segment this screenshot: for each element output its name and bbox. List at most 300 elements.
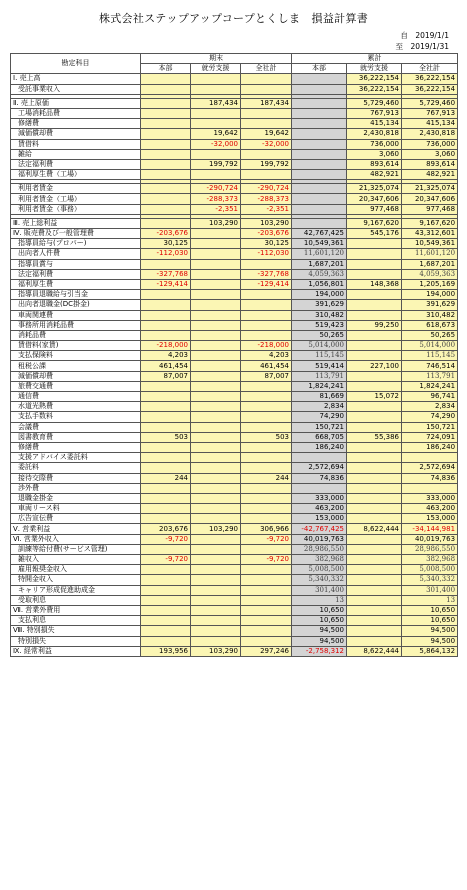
value-cell: 8,622,444 <box>347 646 402 656</box>
row-label: 福利厚生費 <box>11 279 141 289</box>
col-header: 就労支援 <box>191 64 241 74</box>
row-label: 減価償却費 <box>11 371 141 381</box>
value-cell <box>191 636 241 646</box>
value-cell: 103,290 <box>241 218 292 228</box>
value-cell <box>191 341 241 351</box>
value-cell <box>402 453 458 463</box>
value-cell: 87,007 <box>241 371 292 381</box>
row-label: 修繕費 <box>11 442 141 452</box>
value-cell <box>241 616 292 626</box>
value-cell <box>141 605 191 615</box>
value-cell: 503 <box>241 432 292 442</box>
value-cell: -32,000 <box>241 139 292 149</box>
value-cell: 186,240 <box>292 442 347 452</box>
row-label: 賃借料(家賃) <box>11 341 141 351</box>
value-cell: 115,145 <box>402 351 458 361</box>
row-label: 利用者賃金（工場） <box>11 194 141 204</box>
value-cell: 391,629 <box>402 300 458 310</box>
value-cell: 30,125 <box>141 239 191 249</box>
value-cell <box>347 310 402 320</box>
value-cell <box>191 626 241 636</box>
section-row <box>11 534 458 544</box>
value-cell <box>141 595 191 605</box>
section-row <box>11 605 458 615</box>
col-header: 本部 <box>141 64 191 74</box>
value-cell <box>241 514 292 524</box>
value-cell: 5,014,000 <box>292 341 347 351</box>
value-cell <box>292 84 347 94</box>
value-cell: 9,167,620 <box>347 218 402 228</box>
value-cell <box>141 575 191 585</box>
value-cell: -203,676 <box>241 229 292 239</box>
row-label: 受託事業収入 <box>11 84 141 94</box>
table-row <box>11 310 458 320</box>
value-cell <box>347 534 402 544</box>
value-cell: 36,222,154 <box>347 74 402 84</box>
value-cell <box>241 636 292 646</box>
value-cell: 36,222,154 <box>402 74 458 84</box>
row-label: 図書教育費 <box>11 432 141 442</box>
value-cell: -42,767,425 <box>292 524 347 534</box>
row-label: 会議費 <box>11 422 141 432</box>
value-cell <box>141 108 191 118</box>
value-cell: 415,134 <box>347 119 402 129</box>
value-cell: 2,834 <box>292 402 347 412</box>
value-cell <box>292 98 347 108</box>
value-cell: 463,200 <box>292 504 347 514</box>
value-cell: 977,468 <box>347 204 402 214</box>
value-cell: 4,203 <box>141 351 191 361</box>
row-label: 雑収入 <box>11 555 141 565</box>
value-cell: 99,250 <box>347 320 402 330</box>
value-cell: 5,729,460 <box>402 98 458 108</box>
value-cell <box>241 422 292 432</box>
value-cell <box>347 341 402 351</box>
row-label: Ⅰ. 売上高 <box>11 74 141 84</box>
value-cell <box>141 392 191 402</box>
value-cell <box>347 442 402 452</box>
row-label: 指導員給与(プロパー) <box>11 239 141 249</box>
row-label: 車両関連費 <box>11 310 141 320</box>
value-cell <box>241 565 292 575</box>
value-cell: 10,549,361 <box>402 239 458 249</box>
col-header: 就労支援 <box>347 64 402 74</box>
value-cell: 150,721 <box>402 422 458 432</box>
value-cell: 21,325,074 <box>402 184 458 194</box>
value-cell: 199,792 <box>191 159 241 169</box>
value-cell <box>241 483 292 493</box>
table-row <box>11 159 458 169</box>
row-label: 福利厚生費（工場） <box>11 170 141 180</box>
value-cell <box>191 170 241 180</box>
col-header: 本部 <box>292 64 347 74</box>
value-cell <box>141 636 191 646</box>
value-cell <box>191 361 241 371</box>
value-cell <box>191 249 241 259</box>
value-cell <box>241 170 292 180</box>
col-header: 全社計 <box>402 64 458 74</box>
value-cell <box>241 392 292 402</box>
value-cell <box>241 300 292 310</box>
value-cell: 74,290 <box>402 412 458 422</box>
value-cell: 4,059,363 <box>402 269 458 279</box>
value-cell: 10,650 <box>402 605 458 615</box>
value-cell: 301,400 <box>292 585 347 595</box>
value-cell <box>141 119 191 129</box>
value-cell <box>191 229 241 239</box>
value-cell: 194,000 <box>292 290 347 300</box>
table-row <box>11 381 458 391</box>
value-cell: -290,724 <box>241 184 292 194</box>
row-label: 法定福利費 <box>11 269 141 279</box>
value-cell <box>141 184 191 194</box>
value-cell <box>347 371 402 381</box>
table-row <box>11 108 458 118</box>
row-label: Ⅷ. 特別損失 <box>11 626 141 636</box>
value-cell: 20,347,606 <box>347 194 402 204</box>
value-cell: 20,347,606 <box>402 194 458 204</box>
row-label: 消耗品費 <box>11 330 141 340</box>
value-cell <box>347 575 402 585</box>
value-cell <box>141 453 191 463</box>
section-row <box>11 218 458 228</box>
value-cell <box>191 239 241 249</box>
value-cell <box>347 290 402 300</box>
value-cell <box>347 453 402 463</box>
period-start-date: 2019/1/1 <box>415 31 449 40</box>
row-label: 支援アドバイス委託料 <box>11 453 141 463</box>
value-cell: 1,687,201 <box>402 259 458 269</box>
cumulative-header: 累計 <box>292 54 458 64</box>
value-cell <box>191 463 241 473</box>
value-cell: 194,000 <box>402 290 458 300</box>
value-cell <box>347 514 402 524</box>
value-cell <box>141 129 191 139</box>
value-cell: 333,000 <box>292 493 347 503</box>
table-row <box>11 595 458 605</box>
value-cell <box>241 605 292 615</box>
value-cell <box>292 108 347 118</box>
value-cell: -2,351 <box>191 204 241 214</box>
value-cell <box>241 626 292 636</box>
table-row <box>11 129 458 139</box>
value-cell: 36,222,154 <box>347 84 402 94</box>
value-cell: -327,768 <box>241 269 292 279</box>
value-cell <box>347 330 402 340</box>
row-label: 通信費 <box>11 392 141 402</box>
value-cell: 5,008,500 <box>402 565 458 575</box>
value-cell: 103,290 <box>191 646 241 656</box>
value-cell: 545,176 <box>347 229 402 239</box>
table-row <box>11 170 458 180</box>
value-cell: 391,629 <box>292 300 347 310</box>
value-cell: -288,373 <box>191 194 241 204</box>
row-label: 接待交際費 <box>11 473 141 483</box>
value-cell <box>141 442 191 452</box>
value-cell <box>191 259 241 269</box>
value-cell: 74,290 <box>292 412 347 422</box>
value-cell <box>241 585 292 595</box>
section-row <box>11 524 458 534</box>
value-cell: 4,059,363 <box>292 269 347 279</box>
value-cell <box>191 330 241 340</box>
value-cell: 55,386 <box>347 432 402 442</box>
value-cell: 10,549,361 <box>292 239 347 249</box>
value-cell: 333,000 <box>402 493 458 503</box>
value-cell: 187,434 <box>241 98 292 108</box>
value-cell <box>241 381 292 391</box>
value-cell <box>141 310 191 320</box>
value-cell: 74,836 <box>402 473 458 483</box>
value-cell <box>347 473 402 483</box>
value-cell <box>141 170 191 180</box>
value-cell: 74,836 <box>292 473 347 483</box>
table-row <box>11 300 458 310</box>
value-cell: 5,864,132 <box>402 646 458 656</box>
section-row <box>11 74 458 84</box>
value-cell: 153,000 <box>292 514 347 524</box>
value-cell: 187,434 <box>191 98 241 108</box>
value-cell: 4,203 <box>241 351 292 361</box>
value-cell: 50,265 <box>402 330 458 340</box>
table-row <box>11 412 458 422</box>
table-row <box>11 290 458 300</box>
value-cell: 3,060 <box>347 149 402 159</box>
section-row <box>11 98 458 108</box>
value-cell <box>191 108 241 118</box>
value-cell <box>191 392 241 402</box>
row-label: 支払利息 <box>11 616 141 626</box>
value-cell <box>347 483 402 493</box>
value-cell: 244 <box>141 473 191 483</box>
table-row <box>11 351 458 361</box>
value-cell <box>347 555 402 565</box>
report-title: 株式会社ステップアップコープとくしま 損益計算書 <box>98 12 369 25</box>
table-row <box>11 184 458 194</box>
value-cell: 13 <box>402 595 458 605</box>
value-cell: 519,414 <box>292 361 347 371</box>
value-cell <box>191 381 241 391</box>
value-cell: 115,145 <box>292 351 347 361</box>
value-cell <box>347 595 402 605</box>
value-cell: 482,921 <box>347 170 402 180</box>
value-cell <box>141 463 191 473</box>
table-row <box>11 269 458 279</box>
value-cell <box>347 381 402 391</box>
value-cell: 2,572,694 <box>402 463 458 473</box>
value-cell <box>241 330 292 340</box>
table-row <box>11 422 458 432</box>
row-label: 渉外費 <box>11 483 141 493</box>
value-cell: 28,986,550 <box>402 544 458 554</box>
value-cell: -9,720 <box>241 555 292 565</box>
value-cell: 736,000 <box>347 139 402 149</box>
value-cell <box>191 290 241 300</box>
period-start <box>400 30 449 41</box>
value-cell <box>241 442 292 452</box>
value-cell: -9,720 <box>241 534 292 544</box>
value-cell: 113,791 <box>292 371 347 381</box>
value-cell <box>141 412 191 422</box>
value-cell <box>241 310 292 320</box>
value-cell: 382,968 <box>402 555 458 565</box>
value-cell <box>347 402 402 412</box>
value-cell <box>347 239 402 249</box>
row-label: 雑給 <box>11 149 141 159</box>
value-cell <box>347 422 402 432</box>
section-row <box>11 646 458 656</box>
value-cell <box>347 616 402 626</box>
row-label: 旅費交通費 <box>11 381 141 391</box>
row-label: Ⅳ. 販売費及び一般管理費 <box>11 229 141 239</box>
value-cell: -32,000 <box>191 139 241 149</box>
value-cell: 43,312,601 <box>402 229 458 239</box>
table-row <box>11 194 458 204</box>
row-label: 賃借料 <box>11 139 141 149</box>
row-label: 修繕費 <box>11 119 141 129</box>
value-cell: 19,642 <box>191 129 241 139</box>
value-cell <box>347 463 402 473</box>
value-cell <box>241 575 292 585</box>
value-cell: 746,514 <box>402 361 458 371</box>
table-row <box>11 139 458 149</box>
value-cell: 19,642 <box>241 129 292 139</box>
value-cell <box>241 290 292 300</box>
value-cell <box>241 504 292 514</box>
table-row <box>11 432 458 442</box>
row-label: 支払手数料 <box>11 412 141 422</box>
value-cell <box>241 402 292 412</box>
value-cell <box>292 483 347 493</box>
table-row <box>11 341 458 351</box>
row-label: 委託料 <box>11 463 141 473</box>
value-cell <box>191 84 241 94</box>
value-cell: 724,091 <box>402 432 458 442</box>
value-cell: 227,100 <box>347 361 402 371</box>
value-cell <box>347 493 402 503</box>
value-cell: 893,614 <box>402 159 458 169</box>
table-row <box>11 463 458 473</box>
value-cell: 5,014,000 <box>402 341 458 351</box>
value-cell: 3,060 <box>402 149 458 159</box>
value-cell: 977,468 <box>402 204 458 214</box>
value-cell: 1,056,801 <box>292 279 347 289</box>
row-label: 車両リース料 <box>11 504 141 514</box>
value-cell: 301,400 <box>402 585 458 595</box>
value-cell <box>292 139 347 149</box>
row-label: 支払保険料 <box>11 351 141 361</box>
value-cell <box>347 605 402 615</box>
table-row <box>11 204 458 214</box>
row-label: キャリア形成促進助成金 <box>11 585 141 595</box>
table-row <box>11 504 458 514</box>
table-row <box>11 402 458 412</box>
row-label: 指導員賞与 <box>11 259 141 269</box>
value-cell: 199,792 <box>241 159 292 169</box>
value-cell <box>191 442 241 452</box>
value-cell <box>141 204 191 214</box>
value-cell <box>347 269 402 279</box>
table-row <box>11 320 458 330</box>
table-row <box>11 473 458 483</box>
value-cell <box>191 351 241 361</box>
value-cell <box>141 493 191 503</box>
value-cell <box>141 159 191 169</box>
value-cell <box>141 218 191 228</box>
value-cell <box>141 300 191 310</box>
value-cell: -218,000 <box>241 341 292 351</box>
value-cell <box>191 279 241 289</box>
value-cell <box>347 626 402 636</box>
value-cell: 310,482 <box>292 310 347 320</box>
value-cell <box>141 565 191 575</box>
table-row <box>11 371 458 381</box>
value-cell <box>141 74 191 84</box>
value-cell <box>141 290 191 300</box>
row-label: Ⅱ. 売上原価 <box>11 98 141 108</box>
value-cell <box>347 300 402 310</box>
value-cell: 461,454 <box>241 361 292 371</box>
value-cell: 94,500 <box>292 626 347 636</box>
table-row <box>11 330 458 340</box>
table-row <box>11 636 458 646</box>
value-cell: 5,340,332 <box>402 575 458 585</box>
table-row <box>11 392 458 402</box>
value-cell <box>191 149 241 159</box>
value-cell: 96,741 <box>402 392 458 402</box>
value-cell: -327,768 <box>141 269 191 279</box>
value-cell: 1,687,201 <box>292 259 347 269</box>
value-cell: -218,000 <box>141 341 191 351</box>
value-cell: 94,500 <box>402 626 458 636</box>
row-label: 退職金掛金 <box>11 493 141 503</box>
period-end <box>396 41 449 52</box>
value-cell <box>141 139 191 149</box>
value-cell: 2,834 <box>402 402 458 412</box>
value-cell: 40,019,763 <box>292 534 347 544</box>
value-cell <box>347 565 402 575</box>
value-cell: 81,669 <box>292 392 347 402</box>
value-cell: 113,791 <box>402 371 458 381</box>
value-cell: 461,454 <box>141 361 191 371</box>
value-cell: -288,373 <box>241 194 292 204</box>
value-cell <box>292 453 347 463</box>
value-cell <box>347 259 402 269</box>
row-label: Ⅲ. 売上総利益 <box>11 218 141 228</box>
value-cell: 2,572,694 <box>292 463 347 473</box>
value-cell <box>241 74 292 84</box>
value-cell <box>141 544 191 554</box>
account-header: 勘定科目 <box>11 54 141 74</box>
value-cell <box>347 544 402 554</box>
value-cell <box>141 422 191 432</box>
value-cell <box>292 74 347 84</box>
value-cell: 5,340,332 <box>292 575 347 585</box>
value-cell: 8,622,444 <box>347 524 402 534</box>
value-cell: 9,167,620 <box>402 218 458 228</box>
value-cell <box>191 371 241 381</box>
value-cell <box>292 119 347 129</box>
value-cell <box>191 595 241 605</box>
section-row <box>11 229 458 239</box>
value-cell <box>191 320 241 330</box>
value-cell <box>191 534 241 544</box>
value-cell: 150,721 <box>292 422 347 432</box>
table-row <box>11 585 458 595</box>
value-cell: 10,650 <box>402 616 458 626</box>
value-cell <box>402 483 458 493</box>
value-cell <box>292 184 347 194</box>
